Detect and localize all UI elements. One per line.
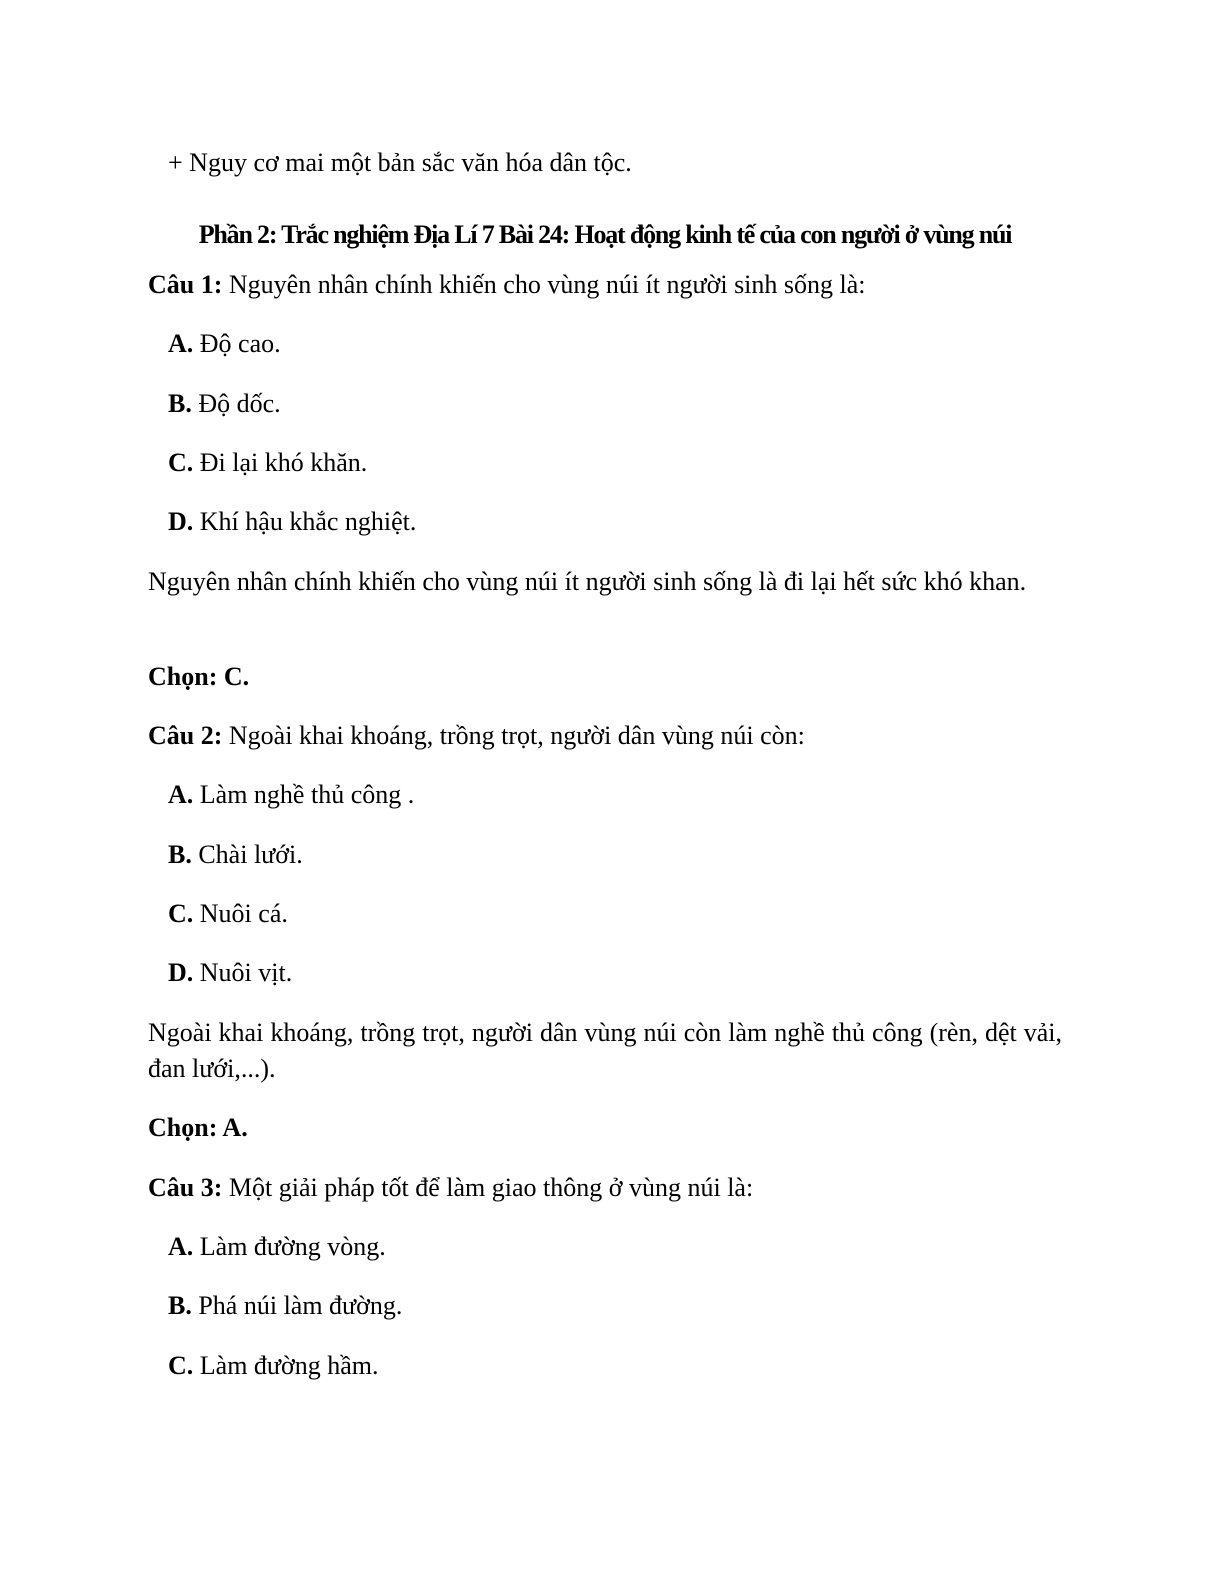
question-2-option-c (168, 896, 288, 932)
option-text: Làm đường hầm. (193, 1351, 379, 1380)
question-2-option-b (168, 837, 303, 873)
option-text: Nuôi vịt. (193, 958, 293, 987)
question-1-answer: Chọn: C. (148, 662, 250, 691)
question-1-option-a (168, 326, 281, 362)
section-title: Phần 2: Trắc nghiệm Địa Lí 7 Bài 24: Hoạt động kinh tế của con người ở vùng núi (198, 220, 1012, 249)
question-3-label: Câu 3: (148, 1173, 223, 1202)
question-2-explanation: Ngoài khai khoáng, trồng trọt, người dân vùng núi còn làm nghề thủ công (rèn, dệt vải, đan lưới,...). (148, 1018, 1062, 1083)
question-1-option-d (168, 504, 416, 540)
option-text: Đi lại khó khăn. (193, 448, 368, 477)
option-letter: A. (168, 329, 194, 358)
option-letter: B. (168, 1291, 192, 1320)
question-1-explanation: Nguyên nhân chính khiến cho vùng núi ít người sinh sống là đi lại hết sức khó khan. (148, 567, 1027, 596)
question-1-label: Câu 1: (148, 270, 223, 299)
question-3 (148, 1170, 753, 1206)
option-letter: B. (168, 840, 192, 869)
option-letter: C. (168, 448, 194, 477)
question-1 (148, 267, 866, 303)
question-3-option-c (168, 1348, 379, 1384)
option-letter: A. (168, 1232, 194, 1261)
question-1-option-c (168, 445, 367, 481)
option-text: Chài lưới. (191, 840, 303, 869)
option-letter: D. (168, 958, 194, 987)
question-3-text: Một giải pháp tốt để làm giao thông ở vùng núi là: (222, 1173, 754, 1202)
question-2-text: Ngoài khai khoáng, trồng trọt, người dân vùng núi còn: (222, 721, 805, 750)
option-text: Độ cao. (193, 329, 281, 358)
option-text: Khí hậu khắc nghiệt. (193, 507, 417, 536)
option-letter: C. (168, 899, 194, 928)
question-2-option-a (168, 777, 414, 813)
option-letter: B. (168, 389, 192, 418)
intro-bullet: + Nguy cơ mai một bản sắc văn hóa dân tộc. (168, 148, 632, 177)
option-letter: C. (168, 1351, 194, 1380)
question-2 (148, 718, 805, 754)
option-text: Phá núi làm đường. (191, 1291, 403, 1320)
question-3-option-b (168, 1288, 402, 1324)
question-2-option-d (168, 955, 292, 991)
question-1-text: Nguyên nhân chính khiến cho vùng núi ít người sinh sống là: (222, 270, 866, 299)
question-3-option-a (168, 1229, 386, 1265)
option-text: Làm nghề thủ công . (193, 780, 415, 809)
option-letter: A. (168, 780, 194, 809)
question-1-option-b (168, 386, 281, 422)
option-text: Độ dốc. (191, 389, 281, 418)
question-2-answer: Chọn: A. (148, 1113, 248, 1142)
option-letter: D. (168, 507, 194, 536)
option-text: Làm đường vòng. (193, 1232, 386, 1261)
question-2-label: Câu 2: (148, 721, 223, 750)
option-text: Nuôi cá. (193, 899, 288, 928)
